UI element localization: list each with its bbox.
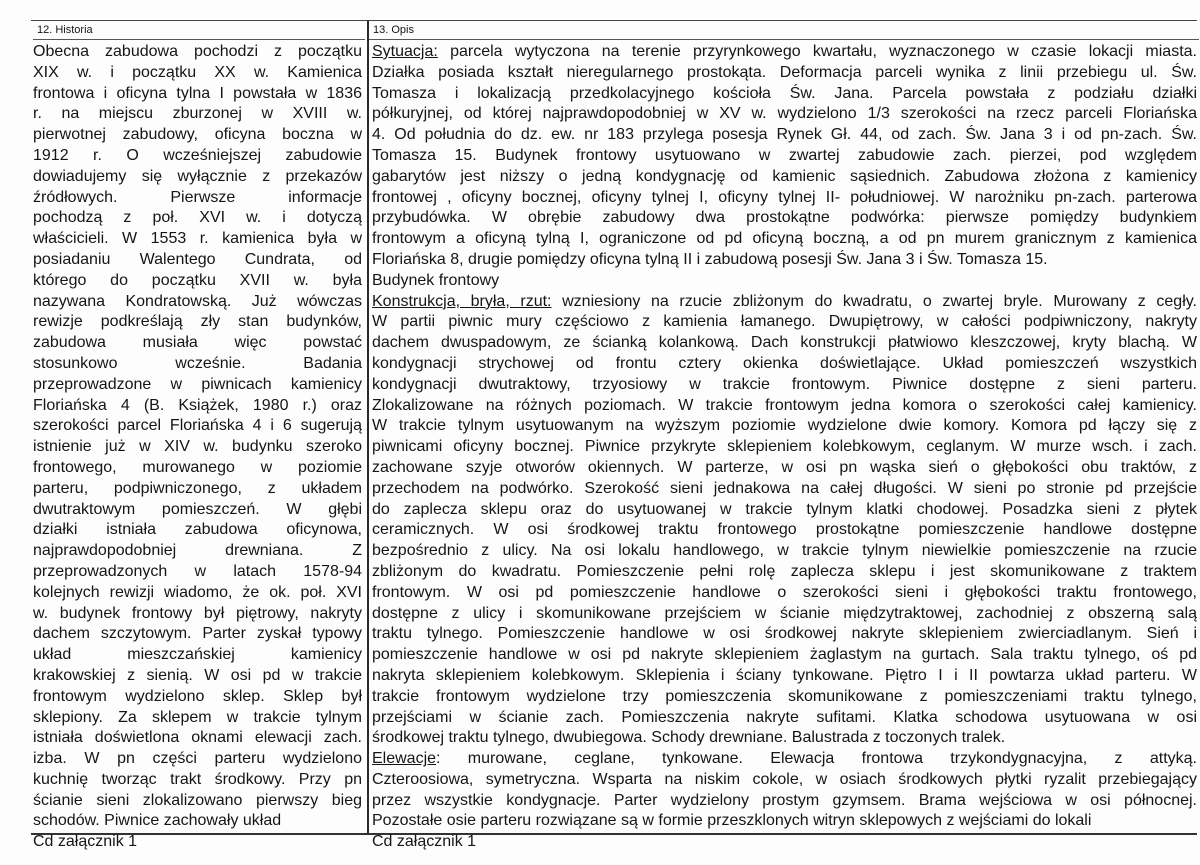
history-line: najprawdopodobniej drewniana. Z — [33, 542, 362, 560]
description-line — [372, 375, 1197, 396]
description-line — [372, 167, 1197, 188]
description-line-text: środkowej traktu tylnego, dwubiegowa. Schody drewniane. Balustrada z toczonych tralek. — [372, 729, 1006, 747]
description-line — [372, 520, 1197, 541]
description-line — [372, 312, 1197, 333]
description-line-text: półkuryjnej, od której najprawdopodobniej w XV w. wydzielono 1/3 szerokości na rzecz parceli Floriańska — [372, 105, 1197, 123]
history-line: szerokości parcel Floriańska 4 i 6 sugerują — [33, 417, 362, 435]
description-line — [372, 125, 1197, 146]
description-line-text: przejściami w ścianie zach. Pomieszczenia nakryte sufitami. Klatka schodowa usytuowana w osi — [372, 708, 1197, 726]
description-line-text: traktu tylnego. Pomieszczenie handlowe w osi środkowej nakryte sklepieniem zwierciadlanym. Sień i — [372, 625, 1197, 643]
description-line-text: Tomasza 15. Budynek frontowy usytuowano w zwartej zabudowie zach. pierzei, pod względem — [372, 146, 1197, 164]
history-text — [31, 42, 365, 851]
history-line: rewizje podkreślają zły stan budynków, — [33, 313, 362, 331]
description-line-text: Tomasza i lokalizacją przedkolacyjnego kościoła Św. Jana. Parcela powstała z podziału działki — [372, 84, 1197, 102]
description-line-text: do zaplecza sklepu oraz do usytuowanej w trakcie tylnym klatki chodowej. Posadzka sieni z płytek — [372, 500, 1197, 518]
description-line — [372, 396, 1197, 417]
description-header: 13. Opis — [369, 21, 1199, 40]
description-line — [372, 708, 1197, 729]
history-line: izba. W pn części parteru wydzielono — [33, 750, 362, 768]
description-line — [372, 333, 1197, 354]
description-line-text: Floriańska 8, drugie pomiędzy oficyna tylną II i zabudową posesji Św. Jana 3 i Św. Tomasza 15. — [372, 250, 1048, 268]
history-line: istniała doświetlona oknami elewacji zach. — [33, 729, 362, 747]
description-continuation-note: Cd załącznik 1 — [372, 833, 477, 851]
description-line-text: dostępne z ulicy i skomunikowane przejściem w ścianie międzytraktowej, zachodniej z obszerną salą — [372, 604, 1197, 622]
description-line — [372, 811, 1197, 832]
history-line: dowiadujemy się wyłącznie z przekazów — [33, 167, 362, 185]
history-line: działki istniała zabudowa oficynowa, — [33, 521, 362, 539]
history-line: w. budynek frontowy był piętrowy, nakryty — [33, 604, 362, 622]
description-line-text: piwnicami oficyny bocznej. Piwnice przykryte sklepieniem kolebkowym, ceglanym. W murze wsch. i zach. — [372, 438, 1197, 456]
history-line: frontowa i oficyna tylna I powstała w 1836 — [33, 84, 362, 102]
description-line — [372, 84, 1197, 105]
description-text — [369, 42, 1199, 851]
history-line: stosunkowo wcześnie. Badania — [33, 354, 362, 372]
description-line-text: frontowym a oficyną tylną I, ograniczone od pd oficyną boczną, a od pn murem granicznym z kamienica — [372, 230, 1197, 248]
description-line-text: kondygnacji dwutraktowy, trzyosiowy w trakcie frontowym. Piwnice dostępne z sieni parteru. — [372, 375, 1197, 393]
description-line-text: parcela wytyczona na terenie przyrynkowego kwartału, wyznaczonego w czasie lokacji miasta. — [437, 43, 1197, 60]
history-line: kuchnię tworząc trakt środkowy. Przy pn — [33, 770, 362, 788]
description-line — [372, 500, 1197, 521]
description-line-text: przechodem na podwórko. Szerokość sieni jednakowa na całej długości. W sieni po stronie pd przejście — [372, 479, 1197, 497]
description-line-text: Zlokalizowane na różnych poziomach. W trakcie frontowym jedna komora o szerokości całej kamienicy. — [372, 396, 1197, 414]
description-line-text: Czteroosiowa, symetryczna. Wsparta na niskim cokole, w osiach środkowych płytki ryzalit przebiegający — [372, 770, 1197, 788]
description-line-text: wzniesiony na rzucie zbliżonym do kwadratu, o zwartej bryle. Murowany z cegły. — [551, 292, 1197, 310]
description-line — [372, 250, 1197, 271]
description-line-text: trakcie frontowym wydzielone trzy pomieszczenia skomunikowane z pomieszczeniami traktu tylnego, — [372, 687, 1197, 705]
history-line: dwutraktowym pomieszczeń. W głębi — [33, 500, 362, 518]
history-line: posiadaniu Walentego Cundrata, od — [33, 250, 362, 268]
history-line: dachem szczytowym. Parter zyskał typowy — [33, 625, 362, 643]
description-line — [372, 104, 1197, 125]
history-line: przeprowadzonych w latach 1578-94 — [33, 562, 362, 580]
description-line — [372, 728, 1197, 749]
history-line: istnienie już w XIV w. budynku szeroko — [33, 438, 362, 456]
history-line: ścianie sieni zlokalizowano pierwszy bieg — [33, 791, 362, 809]
description-line — [372, 188, 1197, 209]
description-line-text: Pozostałe osie parteru rozwiązane są w formie przeszklonych witryn sklepowych z wejściami do lokali — [372, 812, 1092, 830]
form-table — [31, 20, 1197, 851]
history-column — [31, 21, 365, 851]
description-line-text: zachowane szyje otworów okiennych. W parterze, w osi pn wąska sień o głębokości obu traktów, z — [372, 458, 1197, 476]
description-line — [372, 458, 1197, 479]
history-line: kolejnych rewizji wiadomo, że ok. poł. XVI — [33, 583, 362, 601]
history-line: frontowego, murowanego w poziomie — [33, 458, 362, 476]
description-line — [372, 687, 1197, 708]
history-line: nazywana Kondratowską. Już wówczas — [33, 292, 362, 310]
history-line: 1912 r. O wcześniejszej zabudowie — [33, 146, 362, 164]
history-line: którego do początku XVII w. była — [33, 271, 362, 289]
history-line: właścicieli. W 1553 r. kamienica była w — [33, 230, 362, 248]
description-line-text: W trakcie tylnym usytuowanym na wyższym poziomie wydzielone dwie komory. Komora pd łączy się z — [372, 417, 1197, 435]
description-line — [372, 146, 1197, 167]
history-line: schodów. Piwnice zachowały układ — [33, 812, 282, 830]
description-line-text: : murowane, ceglane, tynkowane. Elewacja frontowa trzykondygnacyjna, z attyką. — [436, 750, 1197, 768]
history-line: Obecna zabudowa pochodzi z początku — [33, 43, 362, 60]
description-line-text: frontowym. W osi pd pomieszczenie handlowe o szerokości sieni i głębokości traktu frontowego, — [372, 583, 1197, 601]
history-line: układ mieszczańskiej kamienicy — [33, 646, 362, 664]
history-line: XIX w. i początku XX w. Kamienica — [33, 63, 362, 81]
history-line: krakowskiej z sienią. W osi pd w trakcie — [33, 666, 362, 684]
description-line-text: bezpośrednio z ulicy. Na osi lokalu handlowego, w trakcie tylnym niewielkie pomieszczenie na rzucie — [372, 542, 1197, 560]
description-line-text: pomieszczenie handlowe w osi pd nakryte sklepieniem żaglastym na gurtach. Sala traktu tylnego, oś pd — [372, 646, 1197, 664]
description-line-text: Działka posiada kształt nieregularnego prostokąta. Deformacja parceli wynika z linii przebiegu ul. Św. — [372, 63, 1197, 81]
description-line-text: frontowej , oficyny bocznej, oficyny tylnej I, oficyny tylnej II- południowej. W narożniku pn-zach. parterowa — [372, 188, 1197, 206]
history-line: r. na miejscu zburzonej w XVIII w. — [33, 105, 362, 123]
description-line-text: przez wszystkie kondygnacje. Parter wydzielony prostym gzymsem. Brama wejściowa w osi północnej. — [372, 791, 1197, 809]
section-label: Elewacje — [372, 750, 437, 768]
description-line-text: Budynek frontowy — [372, 271, 500, 289]
description-line — [372, 416, 1197, 437]
history-line: pierwotnej zabudowy, oficyna boczna w — [33, 126, 362, 144]
description-line-text: ceramicznych. W osi środkowej traktu frontowego prostokątne pomieszczenie handlowe dostępne — [372, 521, 1197, 539]
description-line — [372, 271, 1197, 292]
description-line — [372, 791, 1197, 812]
description-line — [372, 562, 1197, 583]
history-line: frontowym wydzielono sklep. Sklep był — [33, 687, 362, 705]
history-line: zabudowa musiała więc powstać — [33, 334, 362, 352]
description-line-text: dachem dwuspadowym, ze ścianką kolankową. Dach konstrukcji płatwiowo kleszczowej, kryty blachą. W — [372, 334, 1197, 352]
description-line-text: zbliżonym do kwadratu. Pomieszczenie pełni rolę zaplecza sklepu i jest skomunikowane z traktem — [372, 562, 1197, 580]
description-line-text: nakryta sklepieniem kolebkowym. Sklepienia i ściany tynkowane. Piętro I i II powtarza układ parteru. W — [372, 666, 1197, 684]
description-line — [372, 604, 1197, 625]
section-label: Sytuacja: — [372, 43, 438, 60]
section-label: Konstrukcja, bryła, rzut: — [372, 292, 552, 310]
description-line — [372, 437, 1197, 458]
history-line: parteru, podpiwniczonego, z układem — [33, 479, 362, 497]
description-line — [372, 749, 1197, 770]
description-line — [372, 624, 1197, 645]
history-line: Floriańska 4 (B. Książek, 1980 r.) oraz — [33, 396, 362, 414]
description-line — [372, 354, 1197, 375]
description-line-text: przybudówka. W obrębie zabudowy dwa prostokątne podwórka: pierwsze pomiędzy budynkiem — [372, 209, 1197, 227]
description-line — [372, 666, 1197, 687]
description-line — [372, 479, 1197, 500]
description-line-text: kondygnacji strychowej od frontu cztery okienka doświetlające. Układ pomieszczeń wszystkich — [372, 354, 1197, 372]
description-line-text: gabarytów jest niższy o jedną kondygnację od kamienic sąsiednich. Zabudowa złożona z kamienicy — [372, 167, 1197, 185]
description-line — [372, 208, 1197, 229]
history-continuation-note: Cd załącznik 1 — [33, 833, 138, 851]
history-line: przeprowadzone w piwnicach kamienicy — [33, 375, 362, 393]
description-line — [372, 645, 1197, 666]
description-line — [372, 229, 1197, 250]
description-line — [372, 63, 1197, 84]
description-line-text: 4. Od południa do dz. ew. nr 183 przylega posesja Rynek Gł. 44, od zach. Św. Jana 3 i od pn-zach. Św. — [372, 126, 1197, 144]
history-line: źródłowych. Pierwsze informacje — [33, 188, 362, 206]
history-line: pochodzą z poł. XVI w. i dotyczą — [33, 209, 362, 227]
description-line-text: W partii piwnic mury częściowo z kamienia łamanego. Dwupiętrowy, w całości podpiwniczony, nakryty — [372, 313, 1197, 331]
description-column — [367, 21, 1199, 851]
description-line — [372, 541, 1197, 562]
history-header: 12. Historia — [33, 21, 365, 40]
description-line — [372, 770, 1197, 791]
description-line — [372, 583, 1197, 604]
description-line — [372, 292, 1197, 313]
description-line — [372, 42, 1197, 63]
history-line: sklepiony. Za sklepem w trakcie tylnym — [33, 708, 362, 726]
